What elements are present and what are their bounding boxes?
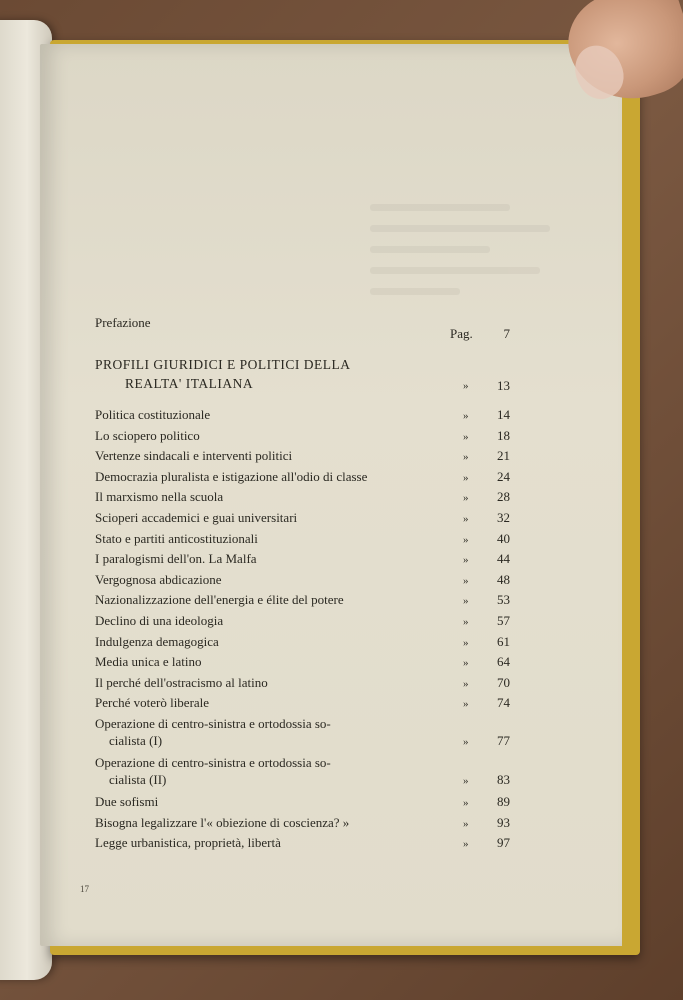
- toc-entry[interactable]: [95, 551, 515, 569]
- entry-page: 18: [497, 427, 510, 443]
- entry-page: 53: [497, 592, 510, 608]
- entry-page: 57: [497, 613, 510, 628]
- entry-title: Vertenze sindacali e interventi politici: [95, 448, 293, 464]
- entry-title: Indulgenza demagogica: [95, 633, 219, 649]
- entry-page: 93: [497, 814, 510, 830]
- preface-title: Prefazione: [95, 315, 151, 330]
- toc-entry[interactable]: [95, 695, 515, 713]
- entry-separator: »: [463, 595, 469, 608]
- entry-separator: »: [463, 677, 469, 690]
- entry-page: 48: [497, 571, 510, 587]
- entry-page: 83: [497, 772, 510, 787]
- entry-separator: »: [463, 533, 469, 546]
- entry-separator: »: [463, 775, 469, 787]
- toc-entry[interactable]: [95, 592, 515, 610]
- entry-page: 24: [497, 468, 510, 484]
- entry-title: Politica costituzionale: [95, 407, 211, 422]
- entry-separator: »: [463, 657, 469, 670]
- entry-title-line1: Operazione di centro-sinistra e ortodossia so-: [95, 755, 331, 770]
- entry-separator: »: [463, 410, 469, 422]
- entry-title: Declino di una ideologia: [95, 613, 224, 628]
- entry-separator: »: [463, 471, 469, 484]
- toc-entry[interactable]: [95, 716, 515, 752]
- entry-title: Democrazia pluralista e istigazione all'odio di classe: [95, 468, 368, 484]
- entry-title: I paralogismi dell'on. La Malfa: [95, 551, 257, 567]
- section-page: 13: [497, 378, 510, 393]
- toc-entry[interactable]: [95, 675, 515, 693]
- toc-entry[interactable]: [95, 794, 515, 812]
- entry-title: Nazionalizzazione dell'energia e élite del potere: [95, 592, 344, 608]
- entry-separator: »: [463, 636, 469, 649]
- show-through-text: [370, 204, 570, 314]
- entry-page: 61: [497, 633, 510, 649]
- section-title-line1: PROFILI GIURIDICI E POLITICI DELLA: [95, 357, 351, 372]
- toc-entry[interactable]: [95, 448, 515, 466]
- toc-entry[interactable]: [95, 613, 515, 631]
- entry-title: Vergognosa abdicazione: [95, 571, 222, 587]
- entry-separator: »: [463, 513, 469, 525]
- entry-separator: »: [463, 451, 469, 464]
- entry-page: 89: [497, 794, 510, 809]
- entry-title: Bisogna legalizzare l'« obiezione di coscienza? »: [95, 814, 350, 830]
- entry-title: Scioperi accademici e guai universitari: [95, 510, 298, 525]
- toc-entry[interactable]: [95, 489, 515, 507]
- section-title-line2: REALTA' ITALIANA: [125, 376, 254, 391]
- entry-title: Media unica e latino: [95, 654, 202, 670]
- entry-separator: »: [463, 574, 469, 587]
- toc-entry[interactable]: [95, 835, 515, 853]
- entry-title: Legge urbanistica, proprietà, libertà: [95, 835, 281, 851]
- entry-title: Il marxismo nella scuola: [95, 489, 224, 505]
- entry-separator: »: [463, 797, 469, 809]
- entry-separator: »: [463, 838, 469, 851]
- entry-title: Stato e partiti anticostituzionali: [95, 530, 258, 546]
- entry-page: 28: [497, 489, 510, 505]
- page-folio: 17: [80, 884, 89, 894]
- entry-page: 44: [497, 551, 510, 567]
- entry-title: Lo sciopero politico: [95, 427, 200, 443]
- toc-entry[interactable]: [95, 510, 515, 528]
- entry-page: 21: [497, 448, 510, 464]
- entry-title: Due sofismi: [95, 794, 159, 809]
- entry-page: 14: [497, 407, 510, 422]
- entry-title: cialista (I): [109, 733, 163, 748]
- toc-entry[interactable]: [95, 428, 515, 446]
- entry-title: Il perché dell'ostracismo al latino: [95, 674, 268, 690]
- entry-page: 40: [497, 530, 510, 546]
- toc-entry[interactable]: [95, 407, 515, 425]
- toc-entry[interactable]: [95, 634, 515, 652]
- entry-title: cialista (II): [109, 772, 167, 787]
- preface-page: 7: [503, 326, 510, 341]
- entry-separator: »: [463, 554, 469, 567]
- toc-entry[interactable]: [95, 755, 515, 791]
- toc-entry[interactable]: [95, 531, 515, 549]
- pag-label: Pag.: [450, 326, 473, 341]
- entry-separator: »: [463, 430, 469, 443]
- entry-page: 32: [497, 510, 510, 525]
- entry-title: Perché voterò liberale: [95, 695, 210, 711]
- toc-preface[interactable]: [95, 315, 515, 341]
- toc-entry[interactable]: [95, 815, 515, 833]
- entry-separator: »: [463, 492, 469, 505]
- toc-entry[interactable]: [95, 654, 515, 672]
- entry-title-line1: Operazione di centro-sinistra e ortodossia so-: [95, 716, 331, 731]
- toc-entry[interactable]: [95, 572, 515, 590]
- entry-page: 74: [497, 695, 510, 711]
- entry-page: 70: [497, 674, 510, 690]
- toc-entry[interactable]: [95, 469, 515, 487]
- section-separator: »: [463, 380, 469, 392]
- toc-section-heading[interactable]: [95, 357, 515, 397]
- entry-separator: »: [463, 698, 469, 711]
- entry-separator: »: [463, 616, 469, 628]
- entry-page: 97: [497, 835, 510, 851]
- entry-page: 64: [497, 654, 510, 670]
- entry-page: 77: [497, 733, 510, 748]
- entry-separator: »: [463, 817, 469, 830]
- entry-separator: »: [463, 736, 469, 748]
